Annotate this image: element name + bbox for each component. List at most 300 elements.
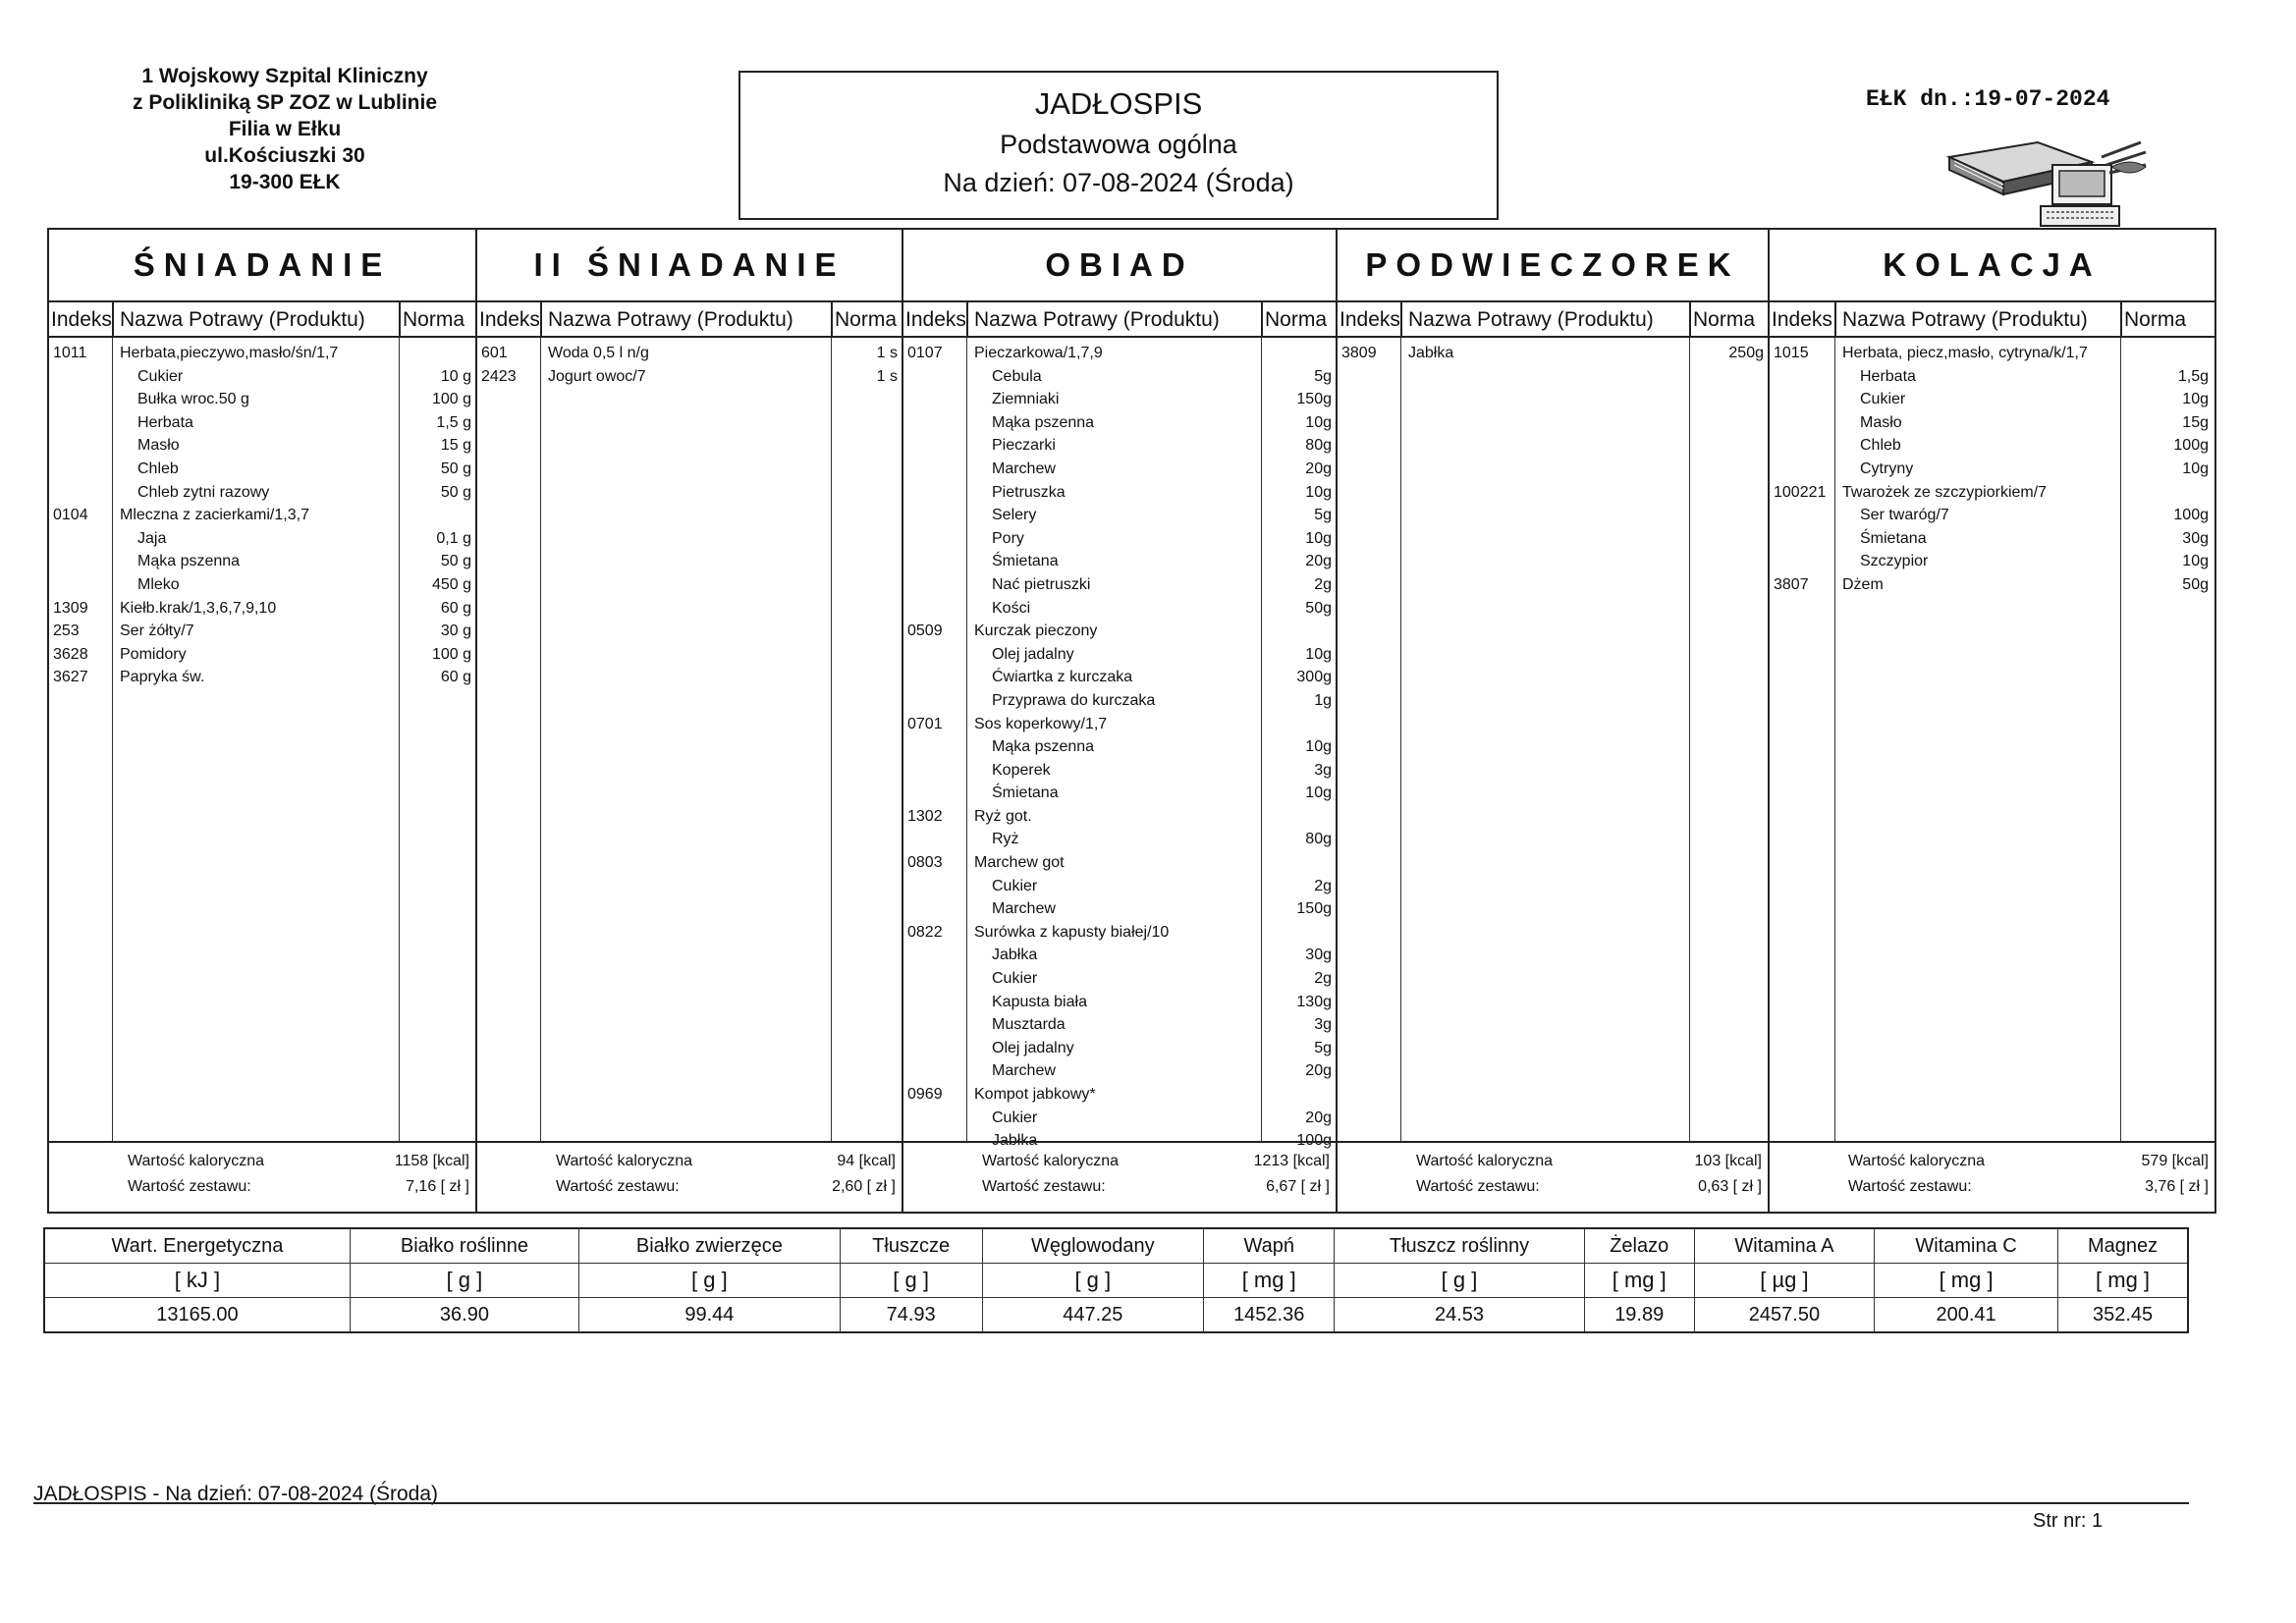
menu-item-row xyxy=(1770,365,2214,389)
item-norm: 1,5 g xyxy=(436,413,471,431)
item-norm: 3g xyxy=(1314,761,1332,779)
meals-table xyxy=(47,228,2216,1214)
nutrition-value: 24.53 xyxy=(1335,1298,1584,1333)
item-name: Bułka wroc.50 g xyxy=(137,391,249,408)
item-name: Chleb zytni razowy xyxy=(137,483,270,501)
nutrition-label: Wapń xyxy=(1204,1228,1335,1264)
item-name: Ser żółty/7 xyxy=(120,622,194,640)
item-norm: 2g xyxy=(1314,970,1332,988)
item-name: Pieczarki xyxy=(992,437,1056,455)
norm-header: Norma xyxy=(403,308,465,331)
kcal-label: Wartość kaloryczna xyxy=(1848,1153,1985,1169)
menu-item-row xyxy=(903,1107,1336,1130)
item-norm: 10g xyxy=(2182,460,2209,477)
meal-title: II ŚNIADANIE xyxy=(477,230,902,302)
nutrition-value: 2457.50 xyxy=(1694,1298,1874,1333)
menu-item-row xyxy=(903,991,1336,1014)
meal-column xyxy=(903,230,1338,1212)
hospital-line: z Polikliniką SP ZOZ w Lublinie xyxy=(133,91,437,114)
menu-item-row xyxy=(903,481,1336,505)
menu-date: Na dzień: 07-08-2024 (Środa) xyxy=(943,168,1294,197)
nutrition-value: 447.25 xyxy=(982,1298,1203,1333)
meal-items xyxy=(1770,342,2214,597)
kcal-value: 94 [kcal] xyxy=(837,1153,896,1169)
menu-item-row xyxy=(49,388,475,411)
menu-item-row xyxy=(903,805,1336,829)
kcal-value: 103 [kcal] xyxy=(1694,1153,1762,1169)
nutrition-values-row xyxy=(44,1298,2188,1333)
cost-label: Wartość zestawu: xyxy=(556,1178,680,1195)
item-norm: 100g xyxy=(2173,437,2209,455)
menu-item-row xyxy=(49,411,475,435)
cost-value: 3,76 [ zł ] xyxy=(2145,1178,2209,1195)
item-norm: 30g xyxy=(1305,947,1332,964)
item-name: Twarożek ze szczypiorkiem/7 xyxy=(1842,483,2048,501)
menu-item-row xyxy=(1770,388,2214,411)
kcal-value: 1158 [kcal] xyxy=(394,1153,469,1169)
menu-item-row xyxy=(1770,550,2214,573)
item-norm: 50g xyxy=(1305,599,1332,617)
menu-item-row xyxy=(49,434,475,458)
item-norm: 20g xyxy=(1305,460,1332,477)
menu-item-row xyxy=(49,550,475,573)
item-norm: 300g xyxy=(1296,669,1332,686)
item-name: Herbata xyxy=(1860,367,1916,385)
item-name: Cytryny xyxy=(1860,460,1914,477)
diet-type: Podstawowa ogólna xyxy=(1000,130,1237,159)
menu-item-row xyxy=(903,342,1336,365)
hospital-line: ul.Kościuszki 30 xyxy=(204,144,365,167)
item-norm: 15 g xyxy=(440,437,471,455)
meal-summary xyxy=(1338,1141,1768,1212)
kcal-value: 579 [kcal] xyxy=(2141,1153,2209,1169)
nutrition-unit: [ mg ] xyxy=(2058,1264,2188,1298)
menu-item-row xyxy=(1770,434,2214,458)
meal-column xyxy=(477,230,903,1212)
cost-value: 7,16 [ zł ] xyxy=(406,1178,469,1195)
nutrition-unit: [ g ] xyxy=(1335,1264,1584,1298)
meal-column-header xyxy=(1338,302,1768,338)
item-name: Pieczarkowa/1,7,9 xyxy=(974,345,1103,361)
hospital-address xyxy=(98,63,471,195)
index-header: Indeks xyxy=(1339,308,1400,331)
item-index: 3627 xyxy=(53,669,88,686)
item-name: Cebula xyxy=(992,367,1042,385)
item-name: Jabłka xyxy=(992,1132,1038,1150)
item-norm: 60 g xyxy=(440,669,471,686)
meal-items xyxy=(477,342,902,388)
item-name: Masło xyxy=(137,437,180,455)
meal-column xyxy=(1770,230,2214,1212)
norm-header: Norma xyxy=(835,308,898,331)
menu-item-row xyxy=(1770,504,2214,527)
nutrition-value: 1452.36 xyxy=(1204,1298,1335,1333)
nutrition-value: 200.41 xyxy=(1875,1298,2058,1333)
menu-item-row xyxy=(1338,342,1768,365)
menu-item-row xyxy=(903,944,1336,967)
item-norm: 10g xyxy=(1305,645,1332,663)
meal-items xyxy=(1338,342,1768,365)
item-name: Szczypior xyxy=(1860,553,1929,570)
cost-value: 0,63 [ zł ] xyxy=(1698,1178,1762,1195)
book-and-computer-icon xyxy=(1944,137,2151,241)
item-name: Jabłka xyxy=(1408,345,1454,361)
item-norm: 80g xyxy=(1305,437,1332,455)
item-name: Woda 0,5 l n/g xyxy=(548,345,649,361)
item-norm: 1 s xyxy=(876,367,898,385)
item-name: Mąka pszenna xyxy=(992,413,1095,431)
item-name: Pomidory xyxy=(120,645,187,663)
norm-header: Norma xyxy=(1693,308,1756,331)
menu-item-row xyxy=(903,689,1336,713)
cost-label: Wartość zestawu: xyxy=(128,1178,251,1195)
dish-name-header: Nazwa Potrawy (Produktu) xyxy=(548,308,793,331)
item-name: Jogurt owoc/7 xyxy=(548,367,646,385)
menu-item-row xyxy=(49,504,475,527)
menu-item-row xyxy=(903,434,1336,458)
item-index: 2423 xyxy=(481,367,517,385)
meal-summary xyxy=(1770,1141,2214,1212)
item-norm: 60 g xyxy=(440,599,471,617)
item-name: Ćwiartka z kurczaka xyxy=(992,669,1133,686)
menu-item-row xyxy=(1770,411,2214,435)
item-name: Marchew xyxy=(992,1062,1056,1080)
dish-name-header: Nazwa Potrawy (Produktu) xyxy=(1842,308,2088,331)
menu-item-row xyxy=(903,782,1336,805)
item-norm: 100 g xyxy=(431,391,471,408)
item-norm: 5g xyxy=(1314,507,1332,524)
item-name: Ryż xyxy=(992,831,1019,848)
item-name: Cukier xyxy=(1860,391,1906,408)
item-norm: 0,1 g xyxy=(436,529,471,547)
menu-item-row xyxy=(49,527,475,551)
kcal-value: 1213 [kcal] xyxy=(1253,1153,1330,1169)
nutrition-value: 19.89 xyxy=(1584,1298,1694,1333)
nutrition-unit: [ g ] xyxy=(982,1264,1203,1298)
item-name: Marchew xyxy=(992,900,1056,918)
item-name: Surówka z kapusty białej/10 xyxy=(974,923,1170,941)
item-name: Kapusta biała xyxy=(992,993,1087,1010)
menu-item-row xyxy=(903,527,1336,551)
menu-item-row xyxy=(903,550,1336,573)
kcal-label: Wartość kaloryczna xyxy=(556,1153,692,1169)
item-norm: 50g xyxy=(2182,575,2209,593)
item-norm: 20g xyxy=(1305,1062,1332,1080)
menu-item-row xyxy=(903,504,1336,527)
column-divider xyxy=(831,338,832,1143)
nutrition-unit: [ kJ ] xyxy=(44,1264,350,1298)
item-norm: 30g xyxy=(2182,529,2209,547)
column-divider xyxy=(1689,338,1690,1143)
page-title: JADŁOSPIS xyxy=(1034,86,1203,121)
item-name: Herbata xyxy=(137,413,193,431)
item-name: Mąka pszenna xyxy=(137,553,241,570)
item-name: Mąka pszenna xyxy=(992,738,1095,756)
hospital-line: Filia w Ełku xyxy=(228,118,342,140)
item-name: Jabłka xyxy=(992,947,1038,964)
meal-title: KOLACJA xyxy=(1770,230,2214,302)
nutrition-value: 99.44 xyxy=(579,1298,841,1333)
item-name: Mleko xyxy=(137,575,180,593)
item-norm: 80g xyxy=(1305,831,1332,848)
menu-item-row xyxy=(1770,573,2214,597)
menu-item-row xyxy=(49,597,475,621)
item-norm: 1g xyxy=(1314,691,1332,709)
item-index: 0509 xyxy=(907,622,943,640)
item-index: 100221 xyxy=(1774,483,1827,501)
meal-summary xyxy=(477,1141,902,1212)
menu-item-row xyxy=(903,713,1336,736)
item-index: 3807 xyxy=(1774,575,1809,593)
item-norm: 10g xyxy=(1305,738,1332,756)
item-norm: 10g xyxy=(1305,483,1332,501)
item-norm: 10g xyxy=(1305,529,1332,547)
cost-label: Wartość zestawu: xyxy=(1848,1178,1972,1195)
item-index: 0803 xyxy=(907,854,943,872)
item-name: Papryka św. xyxy=(120,669,205,686)
index-header: Indeks xyxy=(1772,308,1832,331)
hospital-line: 1 Wojskowy Szpital Kliniczny xyxy=(141,65,428,87)
index-header: Indeks xyxy=(479,308,540,331)
item-name: Mleczna z zacierkami/1,3,7 xyxy=(120,507,309,524)
item-name: Kurczak pieczony xyxy=(974,622,1098,640)
item-name: Śmietana xyxy=(1860,529,1927,547)
item-norm: 15g xyxy=(2182,413,2209,431)
item-name: Ryż got. xyxy=(974,807,1032,825)
nutrition-label: Magnez xyxy=(2058,1228,2188,1264)
item-name: Cukier xyxy=(992,877,1038,894)
menu-item-row xyxy=(477,365,902,389)
item-name: Ser twaróg/7 xyxy=(1860,507,1949,524)
item-norm: 2g xyxy=(1314,575,1332,593)
item-name: Cukier xyxy=(137,367,184,385)
item-name: Cukier xyxy=(992,970,1038,988)
item-norm: 5g xyxy=(1314,367,1332,385)
cost-label: Wartość zestawu: xyxy=(982,1178,1106,1195)
menu-item-row xyxy=(903,759,1336,783)
menu-item-row xyxy=(903,875,1336,898)
item-norm: 10g xyxy=(2182,391,2209,408)
menu-item-row xyxy=(1770,481,2214,505)
index-header: Indeks xyxy=(51,308,112,331)
kcal-label: Wartość kaloryczna xyxy=(128,1153,264,1169)
nutrition-label: Białko zwierzęce xyxy=(579,1228,841,1264)
cost-label: Wartość zestawu: xyxy=(1416,1178,1540,1195)
dish-name-header: Nazwa Potrawy (Produktu) xyxy=(120,308,365,331)
item-name: Chleb xyxy=(1860,437,1901,455)
menu-item-row xyxy=(49,342,475,365)
item-norm: 3g xyxy=(1314,1016,1332,1034)
item-name: Marchew xyxy=(992,460,1056,477)
item-name: Marchew got xyxy=(974,854,1065,872)
item-norm: 100g xyxy=(1296,1132,1332,1150)
column-divider xyxy=(540,338,541,1143)
menu-item-row xyxy=(49,481,475,505)
item-name: Pietruszka xyxy=(992,483,1066,501)
item-index: 0822 xyxy=(907,923,943,941)
index-header: Indeks xyxy=(905,308,966,331)
menu-item-row xyxy=(1770,342,2214,365)
menu-item-row xyxy=(903,643,1336,667)
menu-item-row xyxy=(903,921,1336,945)
item-index: 253 xyxy=(53,622,80,640)
item-name: Kompot jabkowy* xyxy=(974,1086,1096,1103)
nutrition-unit: [ g ] xyxy=(350,1264,578,1298)
item-name: Herbata,pieczywo,masło/śn/1,7 xyxy=(120,345,339,361)
menu-item-row xyxy=(49,458,475,481)
nutrition-unit: [ mg ] xyxy=(1875,1264,2058,1298)
item-name: Koperek xyxy=(992,761,1051,779)
menu-item-row xyxy=(49,643,475,667)
menu-item-row xyxy=(903,1083,1336,1107)
menu-item-row xyxy=(903,967,1336,991)
nutrition-label: Białko roślinne xyxy=(350,1228,578,1264)
item-name: Musztarda xyxy=(992,1016,1066,1034)
item-name: Ziemniaki xyxy=(992,391,1060,408)
menu-item-row xyxy=(903,851,1336,875)
meal-column xyxy=(49,230,477,1212)
menu-item-row xyxy=(903,573,1336,597)
menu-item-row xyxy=(903,897,1336,921)
column-divider xyxy=(1400,338,1401,1143)
item-norm: 450 g xyxy=(431,575,471,593)
nutrition-label: Witamina C xyxy=(1875,1228,2058,1264)
menu-item-row xyxy=(49,620,475,643)
menu-item-row xyxy=(903,1013,1336,1037)
item-norm: 2g xyxy=(1314,877,1332,894)
item-norm: 130g xyxy=(1296,993,1332,1010)
hospital-line: 19-300 EŁK xyxy=(229,171,341,193)
item-name: Kiełb.krak/1,3,6,7,9,10 xyxy=(120,599,277,617)
item-name: Masło xyxy=(1860,413,1902,431)
item-norm: 10g xyxy=(1305,413,1332,431)
item-index: 0969 xyxy=(907,1086,943,1103)
meal-column-header xyxy=(49,302,475,338)
item-name: Herbata, piecz,masło, cytryna/k/1,7 xyxy=(1842,345,2088,361)
nutrition-value: 36.90 xyxy=(350,1298,578,1333)
nutrition-unit: [ g ] xyxy=(579,1264,841,1298)
menu-item-row xyxy=(903,388,1336,411)
item-norm: 150g xyxy=(1296,391,1332,408)
item-norm: 150g xyxy=(1296,900,1332,918)
meal-summary xyxy=(903,1141,1336,1212)
cost-value: 2,60 [ zł ] xyxy=(832,1178,896,1195)
footer-divider xyxy=(33,1502,2189,1504)
meal-title: PODWIECZOREK xyxy=(1338,230,1768,302)
meal-column-header xyxy=(903,302,1336,338)
item-index: 3809 xyxy=(1341,345,1377,361)
city-date: EŁK dn.:19-07-2024 xyxy=(1866,86,2110,112)
item-norm: 1 s xyxy=(876,345,898,361)
nutrition-label: Węglowodany xyxy=(982,1228,1203,1264)
nutrition-value: 352.45 xyxy=(2058,1298,2188,1333)
menu-item-row xyxy=(49,365,475,389)
nutrition-value: 74.93 xyxy=(840,1298,982,1333)
menu-item-row xyxy=(49,573,475,597)
item-norm: 20g xyxy=(1305,1109,1332,1126)
item-name: Chleb xyxy=(137,460,179,477)
item-name: Dżem xyxy=(1842,575,1884,593)
norm-header: Norma xyxy=(1265,308,1328,331)
item-norm: 100g xyxy=(2173,507,2209,524)
meal-title: ŚNIADANIE xyxy=(49,230,475,302)
nutrition-table xyxy=(43,1227,2189,1333)
item-name: Olej jadalny xyxy=(992,1039,1074,1056)
menu-item-row xyxy=(903,735,1336,759)
item-norm: 50 g xyxy=(440,460,471,477)
menu-item-row xyxy=(903,620,1336,643)
item-name: Pory xyxy=(992,529,1024,547)
item-index: 1302 xyxy=(907,807,943,825)
item-index: 0104 xyxy=(53,507,88,524)
item-name: Kości xyxy=(992,599,1031,617)
item-norm: 10 g xyxy=(440,367,471,385)
item-norm: 5g xyxy=(1314,1039,1332,1056)
nutrition-labels-row xyxy=(44,1228,2188,1264)
item-index: 1011 xyxy=(53,345,87,361)
meal-items xyxy=(49,342,475,689)
item-norm: 50 g xyxy=(440,483,471,501)
item-name: Przyprawa do kurczaka xyxy=(992,691,1156,709)
item-index: 0107 xyxy=(907,345,943,361)
item-norm: 20g xyxy=(1305,553,1332,570)
item-norm: 250g xyxy=(1728,345,1764,361)
meal-title: OBIAD xyxy=(903,230,1336,302)
nutrition-unit: [ µg ] xyxy=(1694,1264,1874,1298)
item-index: 3628 xyxy=(53,645,88,663)
item-norm: 100 g xyxy=(431,645,471,663)
meal-items xyxy=(903,342,1336,1153)
item-index: 601 xyxy=(481,345,508,361)
nutrition-label: Wart. Energetyczna xyxy=(44,1228,350,1264)
item-name: Jaja xyxy=(137,529,167,547)
menu-item-row xyxy=(1770,527,2214,551)
item-norm: 50 g xyxy=(440,553,471,570)
norm-header: Norma xyxy=(2124,308,2187,331)
item-norm: 1,5g xyxy=(2177,367,2209,385)
menu-item-row xyxy=(903,458,1336,481)
meal-column xyxy=(1338,230,1770,1212)
kcal-label: Wartość kaloryczna xyxy=(982,1153,1119,1169)
menu-item-row xyxy=(903,365,1336,389)
kcal-label: Wartość kaloryczna xyxy=(1416,1153,1553,1169)
menu-item-row xyxy=(903,666,1336,689)
nutrition-label: Tłuszcz roślinny xyxy=(1335,1228,1584,1264)
menu-item-row xyxy=(903,1037,1336,1060)
item-name: Śmietana xyxy=(992,553,1059,570)
menu-item-row xyxy=(903,411,1336,435)
item-index: 1015 xyxy=(1774,345,1809,361)
item-index: 1309 xyxy=(53,599,88,617)
nutrition-value: 13165.00 xyxy=(44,1298,350,1333)
meal-column-header xyxy=(477,302,902,338)
menu-item-row xyxy=(477,342,902,365)
nutrition-unit: [ mg ] xyxy=(1584,1264,1694,1298)
item-name: Olej jadalny xyxy=(992,645,1074,663)
meal-summary xyxy=(49,1141,475,1212)
dish-name-header: Nazwa Potrawy (Produktu) xyxy=(1408,308,1654,331)
menu-item-row xyxy=(903,597,1336,621)
item-norm: 30 g xyxy=(440,622,471,640)
cost-value: 6,67 [ zł ] xyxy=(1266,1178,1330,1195)
item-index: 0701 xyxy=(907,715,943,732)
nutrition-unit: [ mg ] xyxy=(1204,1264,1335,1298)
item-norm: 10g xyxy=(1305,784,1332,802)
dish-name-header: Nazwa Potrawy (Produktu) xyxy=(974,308,1220,331)
nutrition-unit: [ g ] xyxy=(840,1264,982,1298)
nutrition-label: Tłuszcze xyxy=(840,1228,982,1264)
item-name: Sos koperkowy/1,7 xyxy=(974,715,1108,732)
